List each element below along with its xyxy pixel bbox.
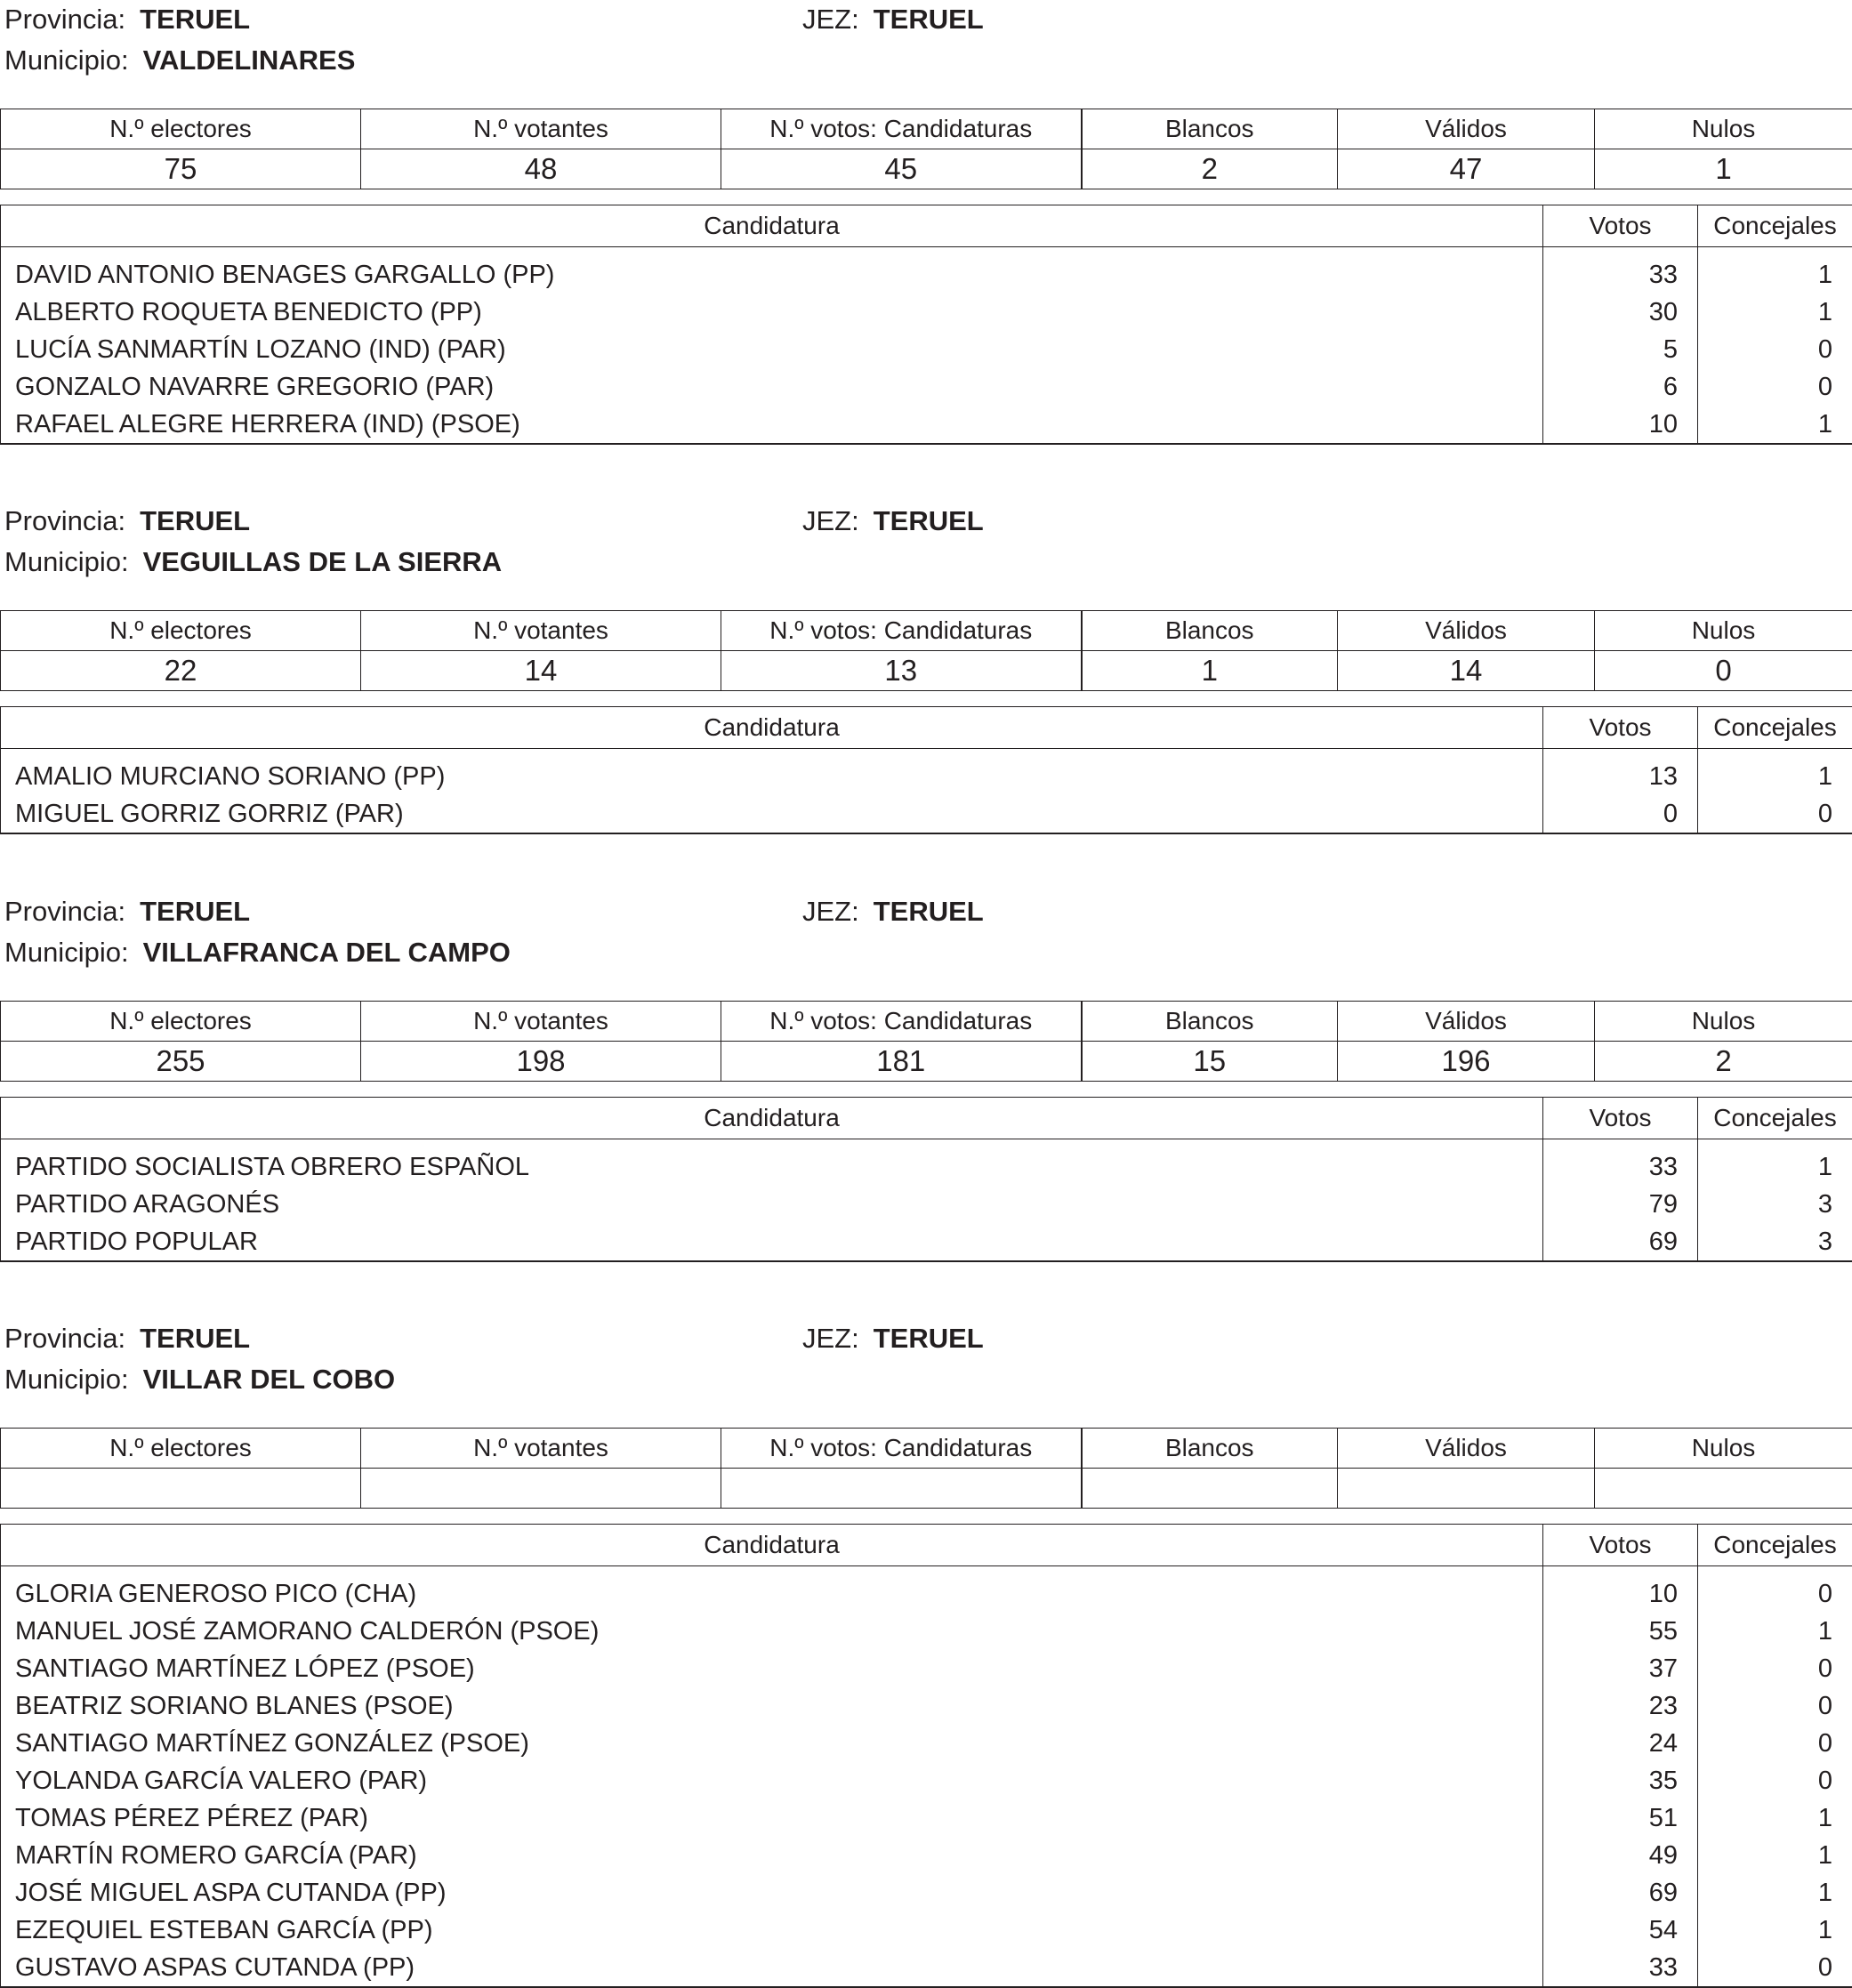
stats-header-cell: N.º electores [1, 611, 361, 651]
stats-header-cell: Nulos [1595, 611, 1852, 651]
candidate-councillors: 1 [1698, 247, 1852, 294]
provincia-line [4, 1323, 250, 1355]
candidate-votes: 30 [1543, 294, 1698, 331]
stats-value-cell: 13 [721, 651, 1082, 691]
candidates-header-row [1, 1525, 1852, 1566]
candidate-row [1, 795, 1852, 833]
candidates-header-row [1, 707, 1852, 749]
stats-value-cell [1595, 1469, 1852, 1509]
candidate-councillors: 0 [1698, 1725, 1852, 1762]
stats-header-cell: N.º votos: Candidaturas [721, 1002, 1082, 1042]
candidate-row [1, 1186, 1852, 1223]
candidate-votes: 51 [1543, 1799, 1698, 1837]
stats-header-cell: Válidos [1338, 611, 1595, 651]
candidates-header-cell: Candidatura [1, 707, 1543, 749]
candidate-councillors: 0 [1698, 1762, 1852, 1799]
stats-value-cell [721, 1469, 1082, 1509]
candidate-councillors: 0 [1698, 1566, 1852, 1614]
jez-value: TERUEL [874, 896, 984, 927]
stats-value-cell: 0 [1595, 651, 1852, 691]
candidate-row [1, 1613, 1852, 1650]
candidate-row [1, 1725, 1852, 1762]
stats-value-cell [1, 1469, 361, 1509]
candidates-header-row [1, 205, 1852, 247]
stats-value-cell: 48 [361, 149, 721, 189]
candidate-councillors: 0 [1698, 1687, 1852, 1725]
provincia-label: Provincia: [4, 4, 125, 35]
stats-header-row [1, 1002, 1852, 1042]
candidate-row [1, 331, 1852, 368]
candidate-row [1, 1912, 1852, 1949]
candidate-votes: 79 [1543, 1186, 1698, 1223]
candidate-councillors: 3 [1698, 1186, 1852, 1223]
candidate-name: PARTIDO POPULAR [1, 1223, 1543, 1261]
stats-value-cell: 1 [1595, 149, 1852, 189]
stats-header-cell: N.º electores [1, 1002, 361, 1042]
candidate-councillors: 1 [1698, 294, 1852, 331]
municipio-value: VILLAR DEL COBO [143, 1364, 396, 1395]
candidate-councillors: 3 [1698, 1223, 1852, 1261]
provincia-line [4, 896, 250, 928]
stats-header-cell: Nulos [1595, 1002, 1852, 1042]
candidate-votes: 35 [1543, 1762, 1698, 1799]
candidate-name: MANUEL JOSÉ ZAMORANO CALDERÓN (PSOE) [1, 1613, 1543, 1650]
candidates-header-cell: Candidatura [1, 1098, 1543, 1139]
municipality-section [0, 0, 1852, 498]
municipio-line [4, 546, 502, 578]
candidate-name: AMALIO MURCIANO SORIANO (PP) [1, 749, 1543, 796]
candidate-name: MARTÍN ROMERO GARCÍA (PAR) [1, 1837, 1543, 1874]
stats-table [0, 1001, 1852, 1082]
candidate-name: GUSTAVO ASPAS CUTANDA (PP) [1, 1949, 1543, 1987]
jez-line [802, 4, 984, 36]
stats-header-cell: Blancos [1082, 1429, 1338, 1469]
stats-header-cell: N.º votantes [361, 1429, 721, 1469]
candidate-councillors: 1 [1698, 749, 1852, 796]
candidate-councillors: 0 [1698, 1949, 1852, 1987]
jez-line [802, 896, 984, 928]
candidate-row [1, 1566, 1852, 1614]
stats-value-cell: 181 [721, 1042, 1082, 1082]
candidate-councillors: 1 [1698, 1139, 1852, 1187]
jez-label: JEZ: [802, 896, 859, 927]
municipality-section [0, 892, 1852, 1390]
candidate-votes: 69 [1543, 1223, 1698, 1261]
candidate-name: GLORIA GENEROSO PICO (CHA) [1, 1566, 1543, 1614]
stats-value-cell: 75 [1, 149, 361, 189]
stats-value-cell: 22 [1, 651, 361, 691]
candidate-row [1, 406, 1852, 444]
candidate-name: LUCÍA SANMARTÍN LOZANO (IND) (PAR) [1, 331, 1543, 368]
candidate-votes: 49 [1543, 1837, 1698, 1874]
candidate-name: ALBERTO ROQUETA BENEDICTO (PP) [1, 294, 1543, 331]
candidate-name: PARTIDO SOCIALISTA OBRERO ESPAÑOL [1, 1139, 1543, 1187]
candidate-councillors: 1 [1698, 1837, 1852, 1874]
stats-value-cell: 47 [1338, 149, 1595, 189]
candidate-row [1, 1650, 1852, 1687]
jez-value: TERUEL [874, 505, 984, 536]
stats-header-row [1, 109, 1852, 149]
provincia-value: TERUEL [140, 505, 250, 536]
stats-value-cell: 14 [1338, 651, 1595, 691]
candidate-votes: 69 [1543, 1874, 1698, 1912]
stats-value-cell: 255 [1, 1042, 361, 1082]
candidate-votes: 55 [1543, 1613, 1698, 1650]
stats-value-cell [1338, 1469, 1595, 1509]
candidate-row [1, 1837, 1852, 1874]
candidates-table [0, 1524, 1852, 1988]
candidates-header-cell: Concejales [1698, 707, 1852, 749]
municipio-label: Municipio: [4, 44, 129, 76]
candidates-header-cell: Concejales [1698, 205, 1852, 247]
candidates-table [0, 706, 1852, 834]
municipio-value: VALDELINARES [143, 44, 356, 76]
candidate-votes: 10 [1543, 406, 1698, 444]
provincia-line [4, 4, 250, 36]
jez-label: JEZ: [802, 1323, 859, 1354]
stats-value-cell [361, 1469, 721, 1509]
stats-value-cell: 14 [361, 651, 721, 691]
provincia-label: Provincia: [4, 1323, 125, 1354]
candidates-header-cell: Concejales [1698, 1525, 1852, 1566]
stats-header-cell: N.º votos: Candidaturas [721, 1429, 1082, 1469]
candidate-votes: 10 [1543, 1566, 1698, 1614]
provincia-value: TERUEL [140, 896, 250, 927]
stats-header-row [1, 611, 1852, 651]
provincia-label: Provincia: [4, 896, 125, 927]
candidate-name: SANTIAGO MARTÍNEZ LÓPEZ (PSOE) [1, 1650, 1543, 1687]
candidate-councillors: 1 [1698, 1874, 1852, 1912]
stats-header-cell: N.º votos: Candidaturas [721, 109, 1082, 149]
candidate-name: DAVID ANTONIO BENAGES GARGALLO (PP) [1, 247, 1543, 294]
stats-header-cell: Blancos [1082, 109, 1338, 149]
stats-header-cell: N.º votantes [361, 611, 721, 651]
candidate-councillors: 1 [1698, 1613, 1852, 1650]
candidate-councillors: 0 [1698, 795, 1852, 833]
stats-header-cell: N.º votantes [361, 109, 721, 149]
candidate-councillors: 0 [1698, 368, 1852, 406]
candidate-councillors: 1 [1698, 406, 1852, 444]
candidate-name: SANTIAGO MARTÍNEZ GONZÁLEZ (PSOE) [1, 1725, 1543, 1762]
candidate-votes: 13 [1543, 749, 1698, 796]
municipio-value: VEGUILLAS DE LA SIERRA [143, 546, 503, 577]
stats-header-cell: Válidos [1338, 1429, 1595, 1469]
stats-header-row [1, 1429, 1852, 1469]
municipio-line [4, 937, 511, 969]
jez-line [802, 505, 984, 537]
stats-header-cell: Válidos [1338, 109, 1595, 149]
candidate-councillors: 1 [1698, 1799, 1852, 1837]
stats-value-cell: 2 [1595, 1042, 1852, 1082]
jez-line [802, 1323, 984, 1355]
stats-header-cell: N.º electores [1, 1429, 361, 1469]
candidate-councillors: 0 [1698, 331, 1852, 368]
municipio-line [4, 44, 355, 76]
candidate-row [1, 1223, 1852, 1261]
stats-header-cell: Válidos [1338, 1002, 1595, 1042]
candidate-name: GONZALO NAVARRE GREGORIO (PAR) [1, 368, 1543, 406]
candidates-header-cell: Votos [1543, 205, 1698, 247]
candidate-row [1, 294, 1852, 331]
candidate-name: RAFAEL ALEGRE HERRERA (IND) (PSOE) [1, 406, 1543, 444]
candidate-name: JOSÉ MIGUEL ASPA CUTANDA (PP) [1, 1874, 1543, 1912]
stats-value-cell: 45 [721, 149, 1082, 189]
candidates-table [0, 1097, 1852, 1262]
candidates-header-cell: Votos [1543, 707, 1698, 749]
stats-value-row [1, 651, 1852, 691]
candidate-name: TOMAS PÉREZ PÉREZ (PAR) [1, 1799, 1543, 1837]
municipio-label: Municipio: [4, 546, 129, 577]
candidate-votes: 33 [1543, 1139, 1698, 1187]
municipality-section [0, 1319, 1852, 1817]
jez-value: TERUEL [874, 1323, 984, 1354]
stats-header-cell: N.º votos: Candidaturas [721, 611, 1082, 651]
candidates-header-cell: Concejales [1698, 1098, 1852, 1139]
candidates-header-cell: Votos [1543, 1525, 1698, 1566]
candidate-row [1, 1687, 1852, 1725]
candidate-name: BEATRIZ SORIANO BLANES (PSOE) [1, 1687, 1543, 1725]
candidate-votes: 24 [1543, 1725, 1698, 1762]
stats-value-row [1, 1469, 1852, 1509]
stats-value-cell [1082, 1469, 1338, 1509]
provincia-value: TERUEL [140, 1323, 250, 1354]
candidate-name: MIGUEL GORRIZ GORRIZ (PAR) [1, 795, 1543, 833]
jez-label: JEZ: [802, 505, 859, 536]
stats-value-row [1, 149, 1852, 189]
provincia-line [4, 505, 250, 537]
candidate-row [1, 247, 1852, 294]
stats-header-cell: Nulos [1595, 109, 1852, 149]
candidates-table [0, 205, 1852, 445]
candidate-row [1, 1762, 1852, 1799]
candidate-row [1, 749, 1852, 796]
stats-header-cell: Nulos [1595, 1429, 1852, 1469]
candidate-votes: 54 [1543, 1912, 1698, 1949]
candidate-votes: 37 [1543, 1650, 1698, 1687]
municipio-label: Municipio: [4, 1364, 129, 1395]
stats-table [0, 109, 1852, 189]
stats-header-cell: Blancos [1082, 611, 1338, 651]
jez-label: JEZ: [802, 4, 859, 35]
candidate-row [1, 368, 1852, 406]
stats-header-cell: Blancos [1082, 1002, 1338, 1042]
candidate-votes: 0 [1543, 795, 1698, 833]
candidate-votes: 5 [1543, 331, 1698, 368]
candidate-row [1, 1139, 1852, 1187]
candidates-header-cell: Candidatura [1, 1525, 1543, 1566]
provincia-label: Provincia: [4, 505, 125, 536]
jez-value: TERUEL [874, 4, 984, 35]
municipio-line [4, 1364, 395, 1396]
candidate-councillors: 0 [1698, 1650, 1852, 1687]
stats-value-cell: 196 [1338, 1042, 1595, 1082]
candidate-votes: 33 [1543, 247, 1698, 294]
stats-value-cell: 1 [1082, 651, 1338, 691]
candidate-votes: 6 [1543, 368, 1698, 406]
municipio-value: VILLAFRANCA DEL CAMPO [143, 937, 511, 968]
stats-header-cell: N.º electores [1, 109, 361, 149]
candidate-councillors: 1 [1698, 1912, 1852, 1949]
candidate-votes: 23 [1543, 1687, 1698, 1725]
stats-table [0, 1428, 1852, 1509]
stats-value-cell: 15 [1082, 1042, 1338, 1082]
stats-table [0, 610, 1852, 691]
municipio-label: Municipio: [4, 937, 129, 968]
stats-header-cell: N.º votantes [361, 1002, 721, 1042]
stats-value-row [1, 1042, 1852, 1082]
candidate-name: EZEQUIEL ESTEBAN GARCÍA (PP) [1, 1912, 1543, 1949]
stats-value-cell: 198 [361, 1042, 721, 1082]
stats-value-cell: 2 [1082, 149, 1338, 189]
provincia-value: TERUEL [140, 4, 250, 35]
candidates-header-cell: Votos [1543, 1098, 1698, 1139]
candidate-name: YOLANDA GARCÍA VALERO (PAR) [1, 1762, 1543, 1799]
candidates-header-cell: Candidatura [1, 205, 1543, 247]
candidate-name: PARTIDO ARAGONÉS [1, 1186, 1543, 1223]
candidate-row [1, 1799, 1852, 1837]
candidate-row [1, 1874, 1852, 1912]
candidate-votes: 33 [1543, 1949, 1698, 1987]
candidates-header-row [1, 1098, 1852, 1139]
